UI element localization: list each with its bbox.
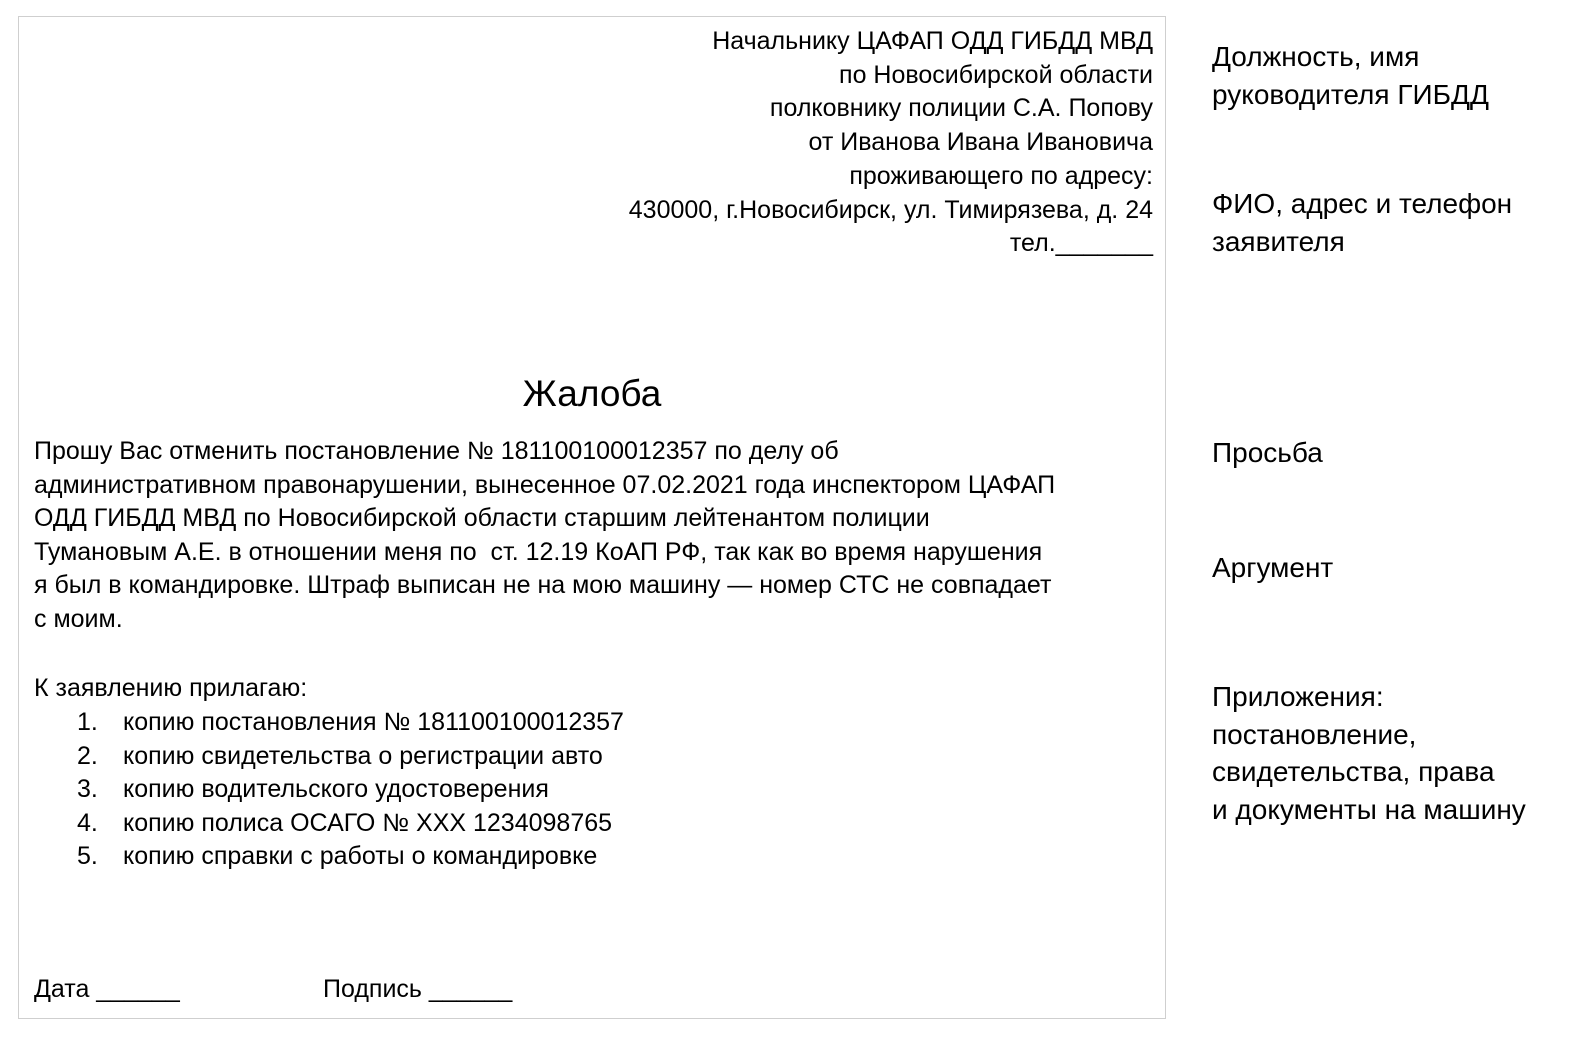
attachments-title: К заявлению прилагаю: bbox=[34, 674, 308, 702]
attachment-item bbox=[77, 807, 624, 841]
annotation-line: Просьба bbox=[1212, 437, 1323, 468]
attachment-number: 1. bbox=[77, 708, 98, 736]
header-line-address-label: проживающего по адресу: bbox=[849, 161, 1153, 190]
attachment-number: 2. bbox=[77, 741, 98, 770]
body-line: Тумановым А.Е. в отношении меня по ст. 12.19 КоАП РФ, так как во время нарушения bbox=[34, 537, 1043, 566]
annotation-line: Аргумент bbox=[1212, 552, 1334, 583]
annotation-line: Приложения: bbox=[1212, 681, 1384, 712]
date-field: Дата ______ bbox=[34, 975, 180, 1003]
attachment-item bbox=[77, 706, 624, 740]
attachments-list bbox=[77, 706, 624, 874]
document-title: Жалоба bbox=[522, 373, 662, 414]
attachment-number: 4. bbox=[77, 808, 98, 837]
attachment-text: копию водительского удостоверения bbox=[123, 775, 549, 804]
attachment-text: копию постановления № 181100100012357 bbox=[123, 708, 624, 736]
annotation-line: Должность, имя bbox=[1212, 41, 1420, 72]
attachment-item bbox=[77, 740, 624, 774]
annotation-request bbox=[1212, 434, 1323, 472]
header-line-addressee-position: Начальнику ЦАФАП ОДД ГИБДД МВД bbox=[712, 27, 1153, 55]
annotation-line: заявителя bbox=[1212, 225, 1345, 257]
header-line-phone: тел._______ bbox=[1009, 229, 1153, 258]
complaint-body bbox=[34, 435, 1159, 637]
attachment-item bbox=[77, 840, 624, 874]
annotation-line: постановление, bbox=[1212, 718, 1417, 750]
header-line-region: по Новосибирской области bbox=[839, 60, 1153, 89]
attachment-number: 3. bbox=[77, 775, 98, 804]
addressee-header bbox=[629, 25, 1153, 261]
annotation-line: и документы на машину bbox=[1212, 793, 1526, 825]
header-line-addressee-name: полковнику полиции С.А. Попову bbox=[769, 94, 1153, 123]
annotation-line: ФИО, адрес и телефон bbox=[1212, 188, 1513, 219]
attachment-text: копию свидетельства о регистрации авто bbox=[123, 741, 603, 770]
attachment-text: копию полиса ОСАГО № XXX 1234098765 bbox=[123, 808, 613, 837]
body-line: Прошу Вас отменить постановление № 181100100012357 по делу об bbox=[34, 437, 839, 465]
header-line-address: 430000, г.Новосибирск, ул. Тимирязева, д. 24 bbox=[628, 195, 1153, 224]
attachment-number: 5. bbox=[77, 842, 98, 871]
attachment-item bbox=[77, 773, 624, 807]
annotation-head-of-department bbox=[1212, 38, 1489, 113]
attachment-text: копию справки с работы о командировке bbox=[123, 842, 598, 871]
annotation-line: руководителя ГИБДД bbox=[1212, 78, 1489, 110]
body-line: с моим. bbox=[34, 604, 123, 633]
body-line: ОДД ГИБДД МВД по Новосибирской области старшим лейтенантом полиции bbox=[34, 504, 930, 533]
body-line: административном правонарушении, вынесенное 07.02.2021 года инспектором ЦАФАП bbox=[34, 470, 1056, 499]
annotation-argument bbox=[1212, 549, 1333, 587]
body-line: я был в командировке. Штраф выписан не на мою машину — номер СТС не совпадает bbox=[34, 571, 1052, 600]
signature-field: Подпись ______ bbox=[323, 975, 513, 1003]
annotation-attachments bbox=[1212, 678, 1526, 828]
complaint-document bbox=[18, 16, 1166, 1019]
header-line-applicant-name: от Иванова Ивана Ивановича bbox=[808, 128, 1153, 157]
annotation-line: свидетельства, права bbox=[1212, 756, 1495, 787]
annotation-applicant bbox=[1212, 185, 1512, 260]
